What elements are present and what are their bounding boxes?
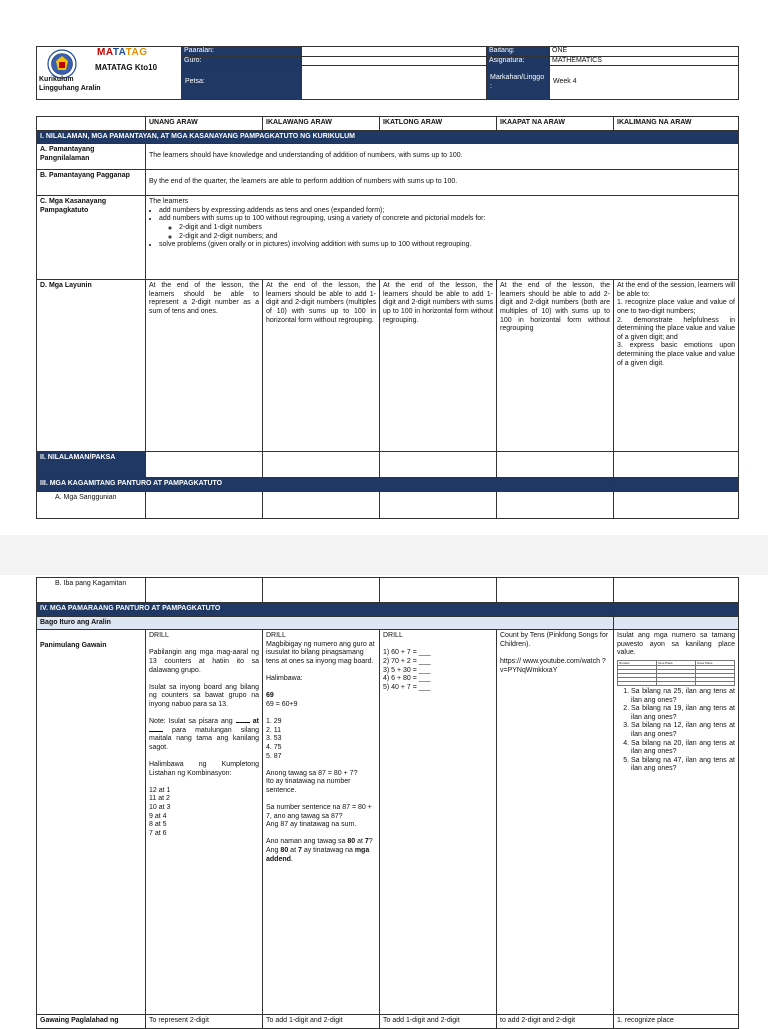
lesson-table-2	[36, 577, 739, 1029]
paglalahad-day-5: 1. recognize place	[614, 1015, 739, 1029]
mga-layunin-label: D. Mga Layunin	[37, 280, 146, 452]
pamantayang-pangnilalaman-label: A. Pamantayang Pangnilalaman	[37, 144, 146, 170]
day-3-header: IKATLONG ARAW	[380, 117, 497, 131]
layunin-day-3: At the end of the lesson, the learners should be able to add 1- digit and 2-digit numbers with sums up to 100 in horizontal form without regrouping.	[380, 280, 497, 452]
guro-value[interactable]	[302, 56, 487, 66]
panimulang-day-3: DRILL 1) 60 + 7 = ___ 2) 70 + 2 = ___ 3) 5 + 30 = ___ 4) 6 + 80 = ___ 5) 40 + 7 = ___	[380, 630, 497, 1015]
paglalahad-day-1: To represent 2-digit	[146, 1015, 263, 1029]
mga-sanggunian-label: A. Mga Sanggunian	[37, 491, 146, 518]
kto-label: MATATAG Kto10	[95, 63, 158, 72]
kasanayang-pampagkatuto-label: C. Mga Kasanayang Pampagkatuto	[37, 196, 146, 280]
pamantayang-pagganap-text: By the end of the quarter, the learners are able to perform addition of numbers with sums up to 100.	[146, 170, 739, 196]
section-1-title: I. NILALAMAN, MGA PAMANTAYAN, AT MGA KASANAYANG PAMPAGKATUTO NG KURIKULUM	[37, 130, 614, 144]
header-table	[36, 46, 739, 100]
layunin-day-1: At the end of the lesson, the learners should be able to represent a 2-digit number as a sum of tens and ones.	[146, 280, 263, 452]
day-4-header: IKAAPAT NA ARAW	[497, 117, 614, 131]
layunin-day-4: At the end of the lesson, the learners should be able to add 2-digit and 2-digit numbers (both are multiples of 10) with sums up to 100 in horizontal form without regrouping	[497, 280, 614, 452]
day-5-header: IKALIMANG NA ARAW	[614, 117, 739, 131]
petsa-label: Petsa:	[182, 66, 302, 100]
pamantayang-pagganap-label: B. Pamantayang Pagganap	[37, 170, 146, 196]
pamantayang-pangnilalaman-text: The learners should have knowledge and understanding of addition of numbers, with sums up to 100.	[146, 144, 739, 170]
kasanayang-pampagkatuto-text: The learners • add numbers by expressing addends as tens and ones (expanded form); • add numbers with sums up to 100 without regrouping, using a variety of concrete and pictorial models for: ◦ 2-digit and 1-digit numbers ◦ 2-digit and 2-digit numbers; and • solve problems (given orally or in pictures) involving addition with sums up to 100 without regrouping.	[146, 196, 739, 280]
asignatura-value: MATHEMATICS	[550, 56, 739, 66]
gawaing-paglalahad-label: Gawaing Paglalahad ng	[37, 1015, 146, 1029]
panimulang-day-5: Isulat ang mga numero sa tamang puwesto ayon sa kanilang place value. Number Tens Place Ones Place 1. Sa bilang na 25, ilan ang tens at ilan ang ones? 2. Sa bilang na 19, ilan ang tens at ilan ang ones? 3. Sa bilang na 12, ilan ang tens at ilan ang ones? 4. Sa bilang na 20, ilan ang tens at ilan ang ones? 5. Sa bilang na 47, ilan ang tens at ilan ang ones?	[614, 630, 739, 1015]
panimulang-day-2: DRILL Magbibigay ng numero ang guro at isusulat ito bilang pinagsamang tens at ones sa inyong mag board. Halimbawa: 69 69 = 60+9 1. 29 2. 11 3. 53 4. 75 5. 87 Anong tawag sa 87 = 80 + 7? Ito ay tinatawag na number sentence. Sa number sentence na 87 = 80 + 7, ano ang tawag sa 87? Ang 87 ay tinatawag na sum. Ano naman ang tawag sa 80 at 7? Ang 80 at 7 ay tinatawag na mga addend.	[263, 630, 380, 1015]
page-2	[0, 575, 768, 1024]
bago-ituro-label: Bago Ituro ang Aralin	[37, 616, 614, 630]
panimulang-gawain-label: Panimulang Gawain	[37, 630, 146, 1015]
markahan-value: Week 4	[550, 66, 739, 100]
paglalahad-day-2: To add 1-digit and 2-digit	[263, 1015, 380, 1029]
youtube-link[interactable]: https:// www.youtube.com/watch ?v=PYNqWmkkxaY	[500, 657, 606, 674]
asignatura-label: Asignatura:	[487, 56, 550, 66]
day-1-header: UNANG ARAW	[146, 117, 263, 131]
paglalahad-day-4: to add 2-digit and 2-digit	[497, 1015, 614, 1029]
guro-label: Guro:	[182, 56, 302, 66]
petsa-value[interactable]	[302, 66, 487, 100]
iba-pang-kagamitan-label: B. Iba pang Kagamitan	[37, 578, 146, 603]
place-value-mini-table: Number Tens Place Ones Place	[617, 660, 735, 686]
lesson-table-1	[36, 116, 739, 519]
baitang-value: ONE	[550, 47, 739, 57]
markahan-label: Markahan/Linggo:	[487, 66, 550, 100]
paaralan-label: Paaralan:	[182, 47, 302, 57]
layunin-day-2: At the end of the lesson, the learners should be able to add 1-digit and 2-digit numbers (multiples of 10) with sums up to 100 in horizontal form without regrouping.	[263, 280, 380, 452]
layunin-day-5: At the end of the session, learners will be able to: 1. recognize place value and value of one to two-digit numbers; 2. demonstrate helpfulness in determining the place value and value of a given digit; and 3. express basic emotions upon determining the place value and value of a given digit.	[614, 280, 739, 452]
matatag-brand: MATATAG	[97, 47, 148, 58]
kurikulum-label: Kurikulum Lingguhang Aralin	[39, 76, 101, 92]
section-4-title: IV. MGA PAMARAANG PANTURO AT PAMPAGKATUTO	[37, 603, 614, 617]
paaralan-value[interactable]	[302, 47, 487, 57]
section-3-title: III. MGA KAGAMITANG PANTURO AT PAMPAGKATUTO	[37, 478, 614, 492]
logo-cell	[37, 47, 182, 100]
day-2-header: IKALAWANG ARAW	[263, 117, 380, 131]
baitang-label: Baitang:	[487, 47, 550, 57]
section-2-title: II. NILALAMAN/PAKSA	[37, 452, 146, 478]
page-gap	[0, 535, 768, 575]
paglalahad-day-3: To add 1-digit and 2-digit	[380, 1015, 497, 1029]
panimulang-day-1: DRILL Pabilangin ang mga mag-aaral ng 13 counters at hatiin ito sa dalawang grupo. Isulat sa inyong board ang bilang ng counters sa bawat grupo na inyong nabuo para sa 13. Note: Isulat sa pisara ang at para matulungan silang maitala nang tama ang kanilang sagot. Halimbawa ng Kumpletong Listahan ng Kombinasyon: 12 at 1 11 at 2 10 at 3 9 at 4 8 at 5 7 at 6	[146, 630, 263, 1015]
panimulang-day-4: Count by Tens (Pinkfong Songs for Children). https:// www.youtube.com/watch ?v=PYNqWmkkxaY	[497, 630, 614, 1015]
